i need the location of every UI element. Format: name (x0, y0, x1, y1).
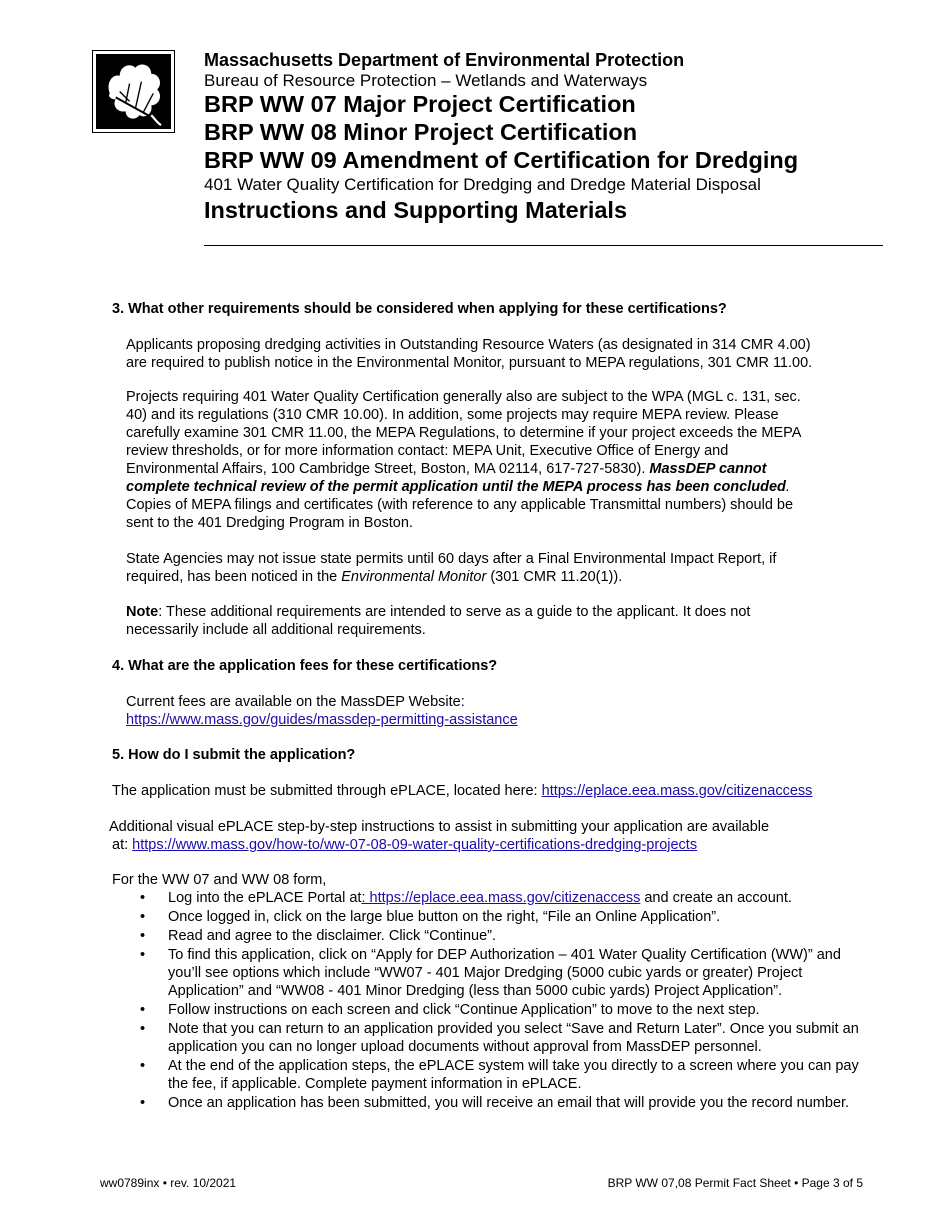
massdep-logo (92, 50, 175, 133)
list-item (140, 889, 865, 907)
text-run: . (785, 479, 790, 495)
text-run: Log into the ePLACE Portal at (168, 890, 362, 906)
text-line (126, 460, 886, 478)
title-ww08: BRP WW 08 Minor Project Certification (204, 119, 638, 145)
department-name: Massachusetts Department of Environmental Protection (204, 50, 685, 70)
title-ww09: BRP WW 09 Amendment of Certification for Dredging (204, 147, 799, 173)
fees-link[interactable]: https://www.mass.gov/guides/massdep-permitting-assistance (126, 712, 518, 728)
text-line (126, 568, 886, 586)
list-item: • Once an application has been submitted, you will receive an email that will provide you the record number. (140, 1094, 865, 1112)
subtitle: 401 Water Quality Certification for Dredging and Dredge Material Disposal (204, 175, 761, 194)
text-line: Applicants proposing dredging activities in Outstanding Resource Waters (as designated in 314 CMR 4.00) (126, 337, 811, 353)
list-item: • Follow instructions on each screen and click “Continue Application” to move to the next step. (140, 1001, 865, 1019)
text-run: (301 CMR 11.20(1)). (486, 569, 623, 585)
q4-body (126, 693, 886, 729)
instructions-title: Instructions and Supporting Materials (204, 197, 628, 223)
bold-italic-run: MassDEP cannot (649, 461, 767, 477)
text-line: Projects requiring 401 Water Quality Certification generally also are subject to the WPA (MGL c. 131, sec. (126, 389, 801, 405)
document-header (204, 49, 894, 225)
q5-heading: 5. How do I submit the application? (112, 747, 356, 763)
text-run: required, has been noticed in the (126, 569, 342, 585)
q3-note (126, 603, 886, 639)
header-divider (204, 245, 883, 246)
q3-paragraph-3 (126, 550, 886, 586)
text-line: carefully examine 301 CMR 11.00, the MEPA Regulations, to determine if your project exceeds the MEPA (126, 425, 802, 441)
eplace-link[interactable]: https://eplace.eea.mass.gov/citizenaccess (541, 783, 813, 799)
submission-steps-list (140, 889, 865, 1113)
eplace-portal-link[interactable]: : https://eplace.eea.mass.gov/citizenaccess (361, 890, 641, 906)
list-item: • At the end of the application steps, the ePLACE system will take you directly to a screen where you can pay the fee, if applicable. Complete payment information in ePLACE. (140, 1057, 865, 1093)
text-run: Environmental Affairs, 100 Cambridge Street, Boston, MA 02114, 617-727-5830). (126, 461, 650, 477)
title-ww07: BRP WW 07 Major Project Certification (204, 91, 636, 117)
text-line: 40) and its regulations (310 CMR 10.00). In addition, some projects may require MEPA review. Please (126, 407, 779, 423)
text-line: Copies of MEPA filings and certificates (with reference to any applicable Transmittal numbers) should be (126, 497, 794, 513)
list-item: • Once logged in, click on the large blue button on the right, “File an Online Application”. (140, 908, 865, 926)
oak-leaf-icon (96, 54, 171, 129)
text-run: and create an account. (640, 890, 792, 906)
text-run: : These additional requirements are intended to serve as a guide to the applicant. It does not (158, 604, 751, 620)
note-label: Note (126, 604, 159, 620)
q3-paragraph-1 (126, 336, 886, 372)
list-item: • To find this application, click on “Apply for DEP Authorization – 401 Water Quality Certification (WW)” and you’ll see options which include “WW07 - 401 Major Dredging (5000 cubic yards or greater) Project Application” and “WW08 - 401 Minor Dredging (less than 5000 cubic yards) Project Application”. (140, 946, 865, 1000)
text-line (126, 478, 886, 496)
q4-heading: 4. What are the application fees for these certifications? (112, 658, 498, 674)
text-line (109, 836, 909, 854)
text-line: are required to publish notice in the Environmental Monitor, pursuant to MEPA regulations, 301 CMR 11.00. (126, 355, 813, 371)
q5-form-intro: For the WW 07 and WW 08 form, (112, 872, 327, 888)
instructions-link[interactable]: https://www.mass.gov/how-to/ww-07-08-09-water-quality-certifications-dredging-projects (132, 837, 698, 853)
text-run: The application must be submitted through ePLACE, located here: (112, 783, 542, 799)
q3-heading: 3. What other requirements should be considered when applying for these certifications? (112, 301, 727, 317)
footer-left: ww0789inx • rev. 10/2021 (100, 1176, 237, 1190)
q5-visual-instructions (109, 818, 909, 854)
list-item: • Read and agree to the disclaimer. Click “Continue”. (140, 927, 865, 945)
bureau-name: Bureau of Resource Protection – Wetlands and Waterways (204, 71, 648, 90)
text-line: necessarily include all additional requirements. (126, 622, 426, 638)
q5-submit-text (112, 782, 912, 800)
italic-run: Environmental Monitor (341, 569, 487, 585)
text-line: sent to the 401 Dredging Program in Boston. (126, 515, 413, 531)
text-line: review thresholds, or for more information contact: MEPA Unit, Executive Office of Energy and (126, 443, 729, 459)
text-line: Additional visual ePLACE step-by-step instructions to assist in submitting your application are available (109, 819, 770, 835)
text-line: State Agencies may not issue state permits until 60 days after a Final Environmental Impact Report, if (126, 551, 777, 567)
footer-right: BRP WW 07,08 Permit Fact Sheet • Page 3 of 5 (607, 1176, 863, 1190)
q3-paragraph-2 (126, 388, 886, 532)
text-line (126, 603, 886, 621)
text-line (126, 711, 886, 729)
text-line: Current fees are available on the MassDEP Website: (126, 694, 465, 710)
list-item: • Note that you can return to an application provided you select “Save and Return Later”. Once you submit an application you can no longer upload documents without approval from MassDEP personnel. (140, 1020, 865, 1056)
bold-italic-run: complete technical review of the permit application until the MEPA process has been concluded (126, 479, 786, 495)
text-run: at: (112, 837, 133, 853)
